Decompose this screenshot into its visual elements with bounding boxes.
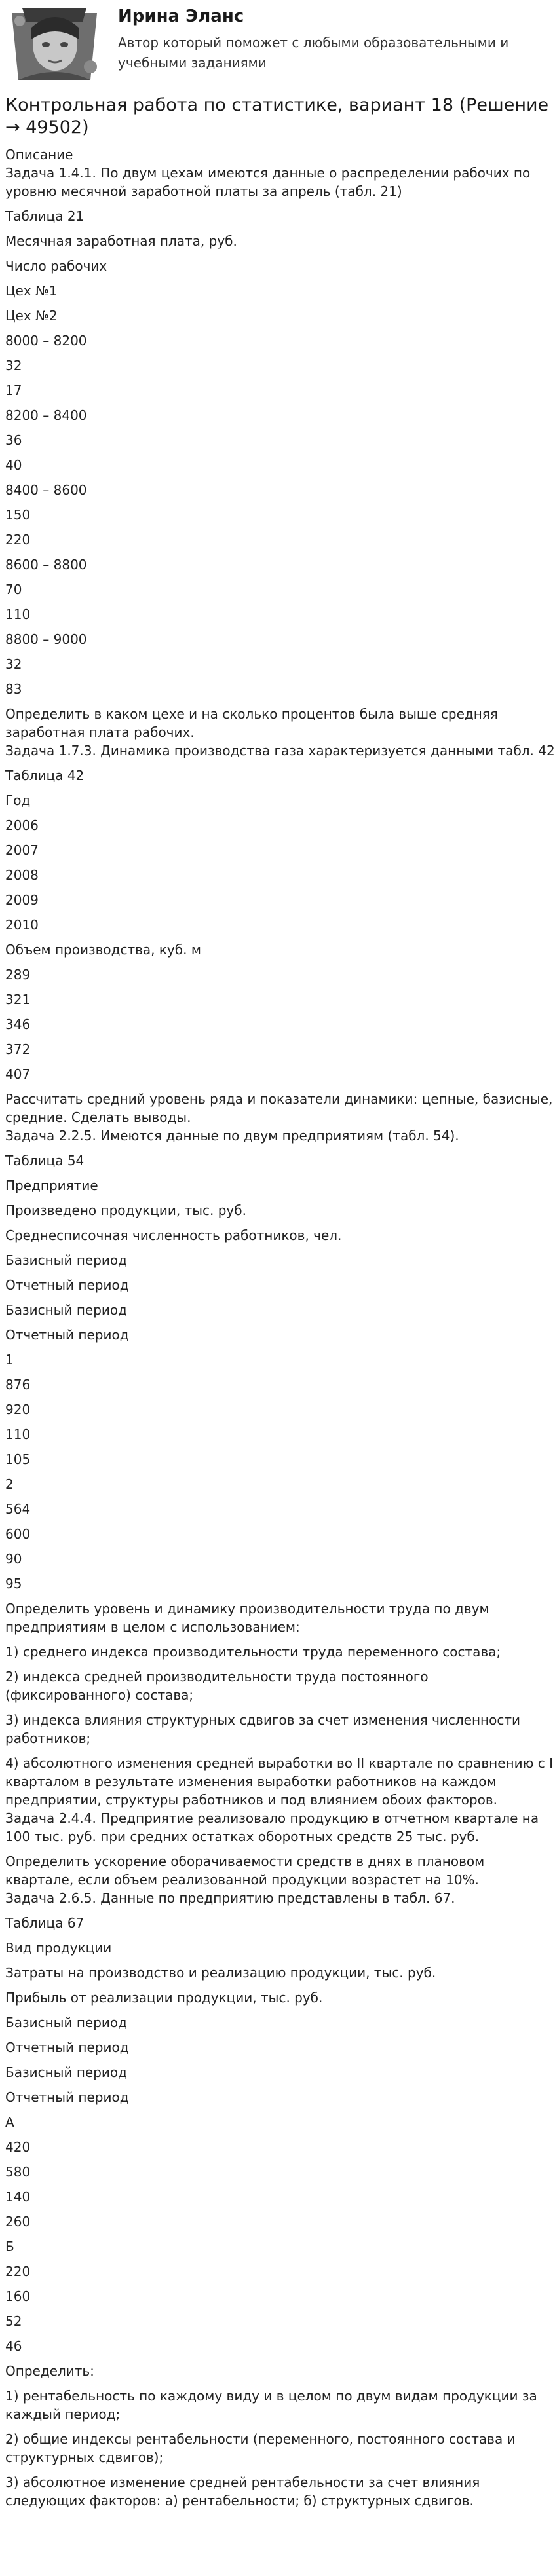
text-line: Отчетный период <box>5 1277 129 1293</box>
text-line: Месячная заработная плата, руб. <box>5 233 237 249</box>
text-line: 160 <box>5 2288 31 2304</box>
text-line: 3) абсолютное изменение средней рентабельности за счет влияния следующих факторов: а) рентабельности; б) структурных сдвигов. <box>5 2474 480 2509</box>
text-line: 46 <box>5 2338 22 2354</box>
text-line: Определить ускорение оборачиваемости средств в днях в плановом квартале, если объем реализованной продукции возрастет на 10%. <box>5 1854 485 1888</box>
text-line: Вид продукции <box>5 1940 112 1956</box>
text-line: Отчетный период <box>5 1327 129 1343</box>
text-line: 110 <box>5 607 31 622</box>
text-line: Рассчитать средний уровень ряда и показатели динамики: цепные, базисные, средние. Сделать выводы. <box>5 1091 553 1125</box>
text-line: 83 <box>5 681 22 697</box>
text-line: 52 <box>5 2313 22 2329</box>
text-line: 2009 <box>5 892 39 908</box>
text-line: 1) рентабельность по каждому виду и в целом по двум видам продукции за каждый период; <box>5 2388 537 2422</box>
text-line: Число рабочих <box>5 258 107 274</box>
author-header <box>5 0 555 90</box>
text-line: Произведено продукции, тыс. руб. <box>5 1203 246 1218</box>
author-name[interactable]: Ирина Эланс <box>118 7 244 26</box>
text-line: 260 <box>5 2214 31 2230</box>
text-line: Базисный период <box>5 2064 127 2080</box>
text-line: Задача 2.4.4. Предприятие реализовало продукцию в отчетном квартале на 100 тыс. руб. при средних остатках оборотных средств 25 тыс. руб. <box>5 1810 539 1844</box>
text-line: 346 <box>5 1017 31 1032</box>
text-line: Задача 1.4.1. По двум цехам имеются данные о распределении рабочих по уровню месячной заработной платы за апрель (табл. 21) <box>5 165 531 199</box>
text-line: Базисный период <box>5 2015 127 2030</box>
author-info <box>118 5 511 73</box>
text-line: 2008 <box>5 867 39 883</box>
text-line: 321 <box>5 992 31 1007</box>
text-line: Год <box>5 793 31 808</box>
text-line: Таблица 54 <box>5 1153 85 1168</box>
text-line: Базисный период <box>5 1302 127 1318</box>
description-body <box>5 145 555 2510</box>
text-line: 32 <box>5 358 22 373</box>
text-line: 32 <box>5 656 22 672</box>
text-line: 1) среднего индекса производительности труда переменного состава; <box>5 1644 501 1660</box>
text-line: 220 <box>5 2264 31 2279</box>
text-line: 150 <box>5 507 31 523</box>
text-line: 2007 <box>5 842 39 858</box>
text-line: 1 <box>5 1352 14 1368</box>
text-line: 2006 <box>5 817 39 833</box>
text-line: Таблица 21 <box>5 208 85 224</box>
text-line: 95 <box>5 1576 22 1592</box>
text-line: Задача 2.6.5. Данные по предприятию представлены в табл. 67. <box>5 1890 455 1906</box>
text-line: Описание <box>5 147 73 162</box>
text-line: 3) индекса влияния структурных сдвигов за счет изменения численности работников; <box>5 1712 521 1746</box>
text-line: 8800 – 9000 <box>5 631 87 647</box>
text-line: 36 <box>5 432 22 448</box>
text-line: Среднесписочная численность работников, чел. <box>5 1227 342 1243</box>
text-line: Прибыль от реализации продукции, тыс. руб. <box>5 1990 323 2006</box>
text-line: 220 <box>5 532 31 548</box>
text-line: Определить в каком цехе и на сколько процентов была выше средняя заработная плата рабочих. <box>5 706 498 740</box>
text-line: 920 <box>5 1402 31 1417</box>
text-line: 8200 – 8400 <box>5 407 87 423</box>
text-line: Таблица 42 <box>5 768 85 783</box>
text-line: Цех №2 <box>5 308 58 324</box>
text-line: Определить уровень и динамику производительности труда по двум предприятиям в целом с использованием: <box>5 1601 489 1635</box>
text-line: 90 <box>5 1551 22 1567</box>
text-line: Затраты на производство и реализацию продукции, тыс. руб. <box>5 1965 436 1981</box>
text-line: 40 <box>5 457 22 473</box>
text-line: 289 <box>5 967 31 982</box>
text-line: 105 <box>5 1451 31 1467</box>
text-line: 4) абсолютного изменения средней выработки во II квартале по сравнению с I кварталом в результате изменения выработки работников на каждом предприятии, структуры работников и под влиянием обоих факторов. <box>5 1755 554 1808</box>
text-line: 8000 – 8200 <box>5 333 87 348</box>
text-line: 8400 – 8600 <box>5 482 87 498</box>
text-line: Базисный период <box>5 1252 127 1268</box>
text-line: 2) индекса средней производительности труда постоянного (фиксированного) состава; <box>5 1669 429 1703</box>
text-line: 420 <box>5 2139 31 2155</box>
text-line: 2) общие индексы рентабельности (переменного, постоянного состава и структурных сдвигов); <box>5 2431 516 2465</box>
text-line: 407 <box>5 1066 31 1082</box>
avatar[interactable] <box>5 1 104 85</box>
text-line: А <box>5 2114 14 2130</box>
text-line: 140 <box>5 2189 31 2205</box>
text-line: Объем производства, куб. м <box>5 942 201 958</box>
text-line: 600 <box>5 1526 31 1542</box>
text-line: 110 <box>5 1427 31 1442</box>
text-line: 564 <box>5 1501 31 1517</box>
text-line: Предприятие <box>5 1178 98 1193</box>
text-line: 876 <box>5 1377 31 1392</box>
text-line: Задача 1.7.3. Динамика производства газа характеризуется данными табл. 42 <box>5 743 555 758</box>
text-line: 580 <box>5 2164 31 2180</box>
text-line: 2 <box>5 1476 14 1492</box>
text-line: Задача 2.2.5. Имеются данные по двум предприятиям (табл. 54). <box>5 1128 459 1144</box>
text-line: Б <box>5 2239 14 2254</box>
text-line: Отчетный период <box>5 2089 129 2105</box>
text-line: Определить: <box>5 2363 94 2379</box>
text-line: Цех №1 <box>5 283 58 299</box>
text-line: Отчетный период <box>5 2040 129 2055</box>
text-line: 8600 – 8800 <box>5 557 87 572</box>
text-line: 372 <box>5 1041 31 1057</box>
text-line: 17 <box>5 383 22 398</box>
avatar-portrait-icon <box>5 1 104 85</box>
text-line: 2010 <box>5 917 39 933</box>
text-line: 70 <box>5 582 22 597</box>
text-line: Таблица 67 <box>5 1915 85 1931</box>
author-description: Автор который поможет с любыми образовательными и учебными заданиями <box>118 35 509 71</box>
page-title: Контрольная работа по статистике, вариант 18 (Решение → 49502) <box>5 95 549 138</box>
